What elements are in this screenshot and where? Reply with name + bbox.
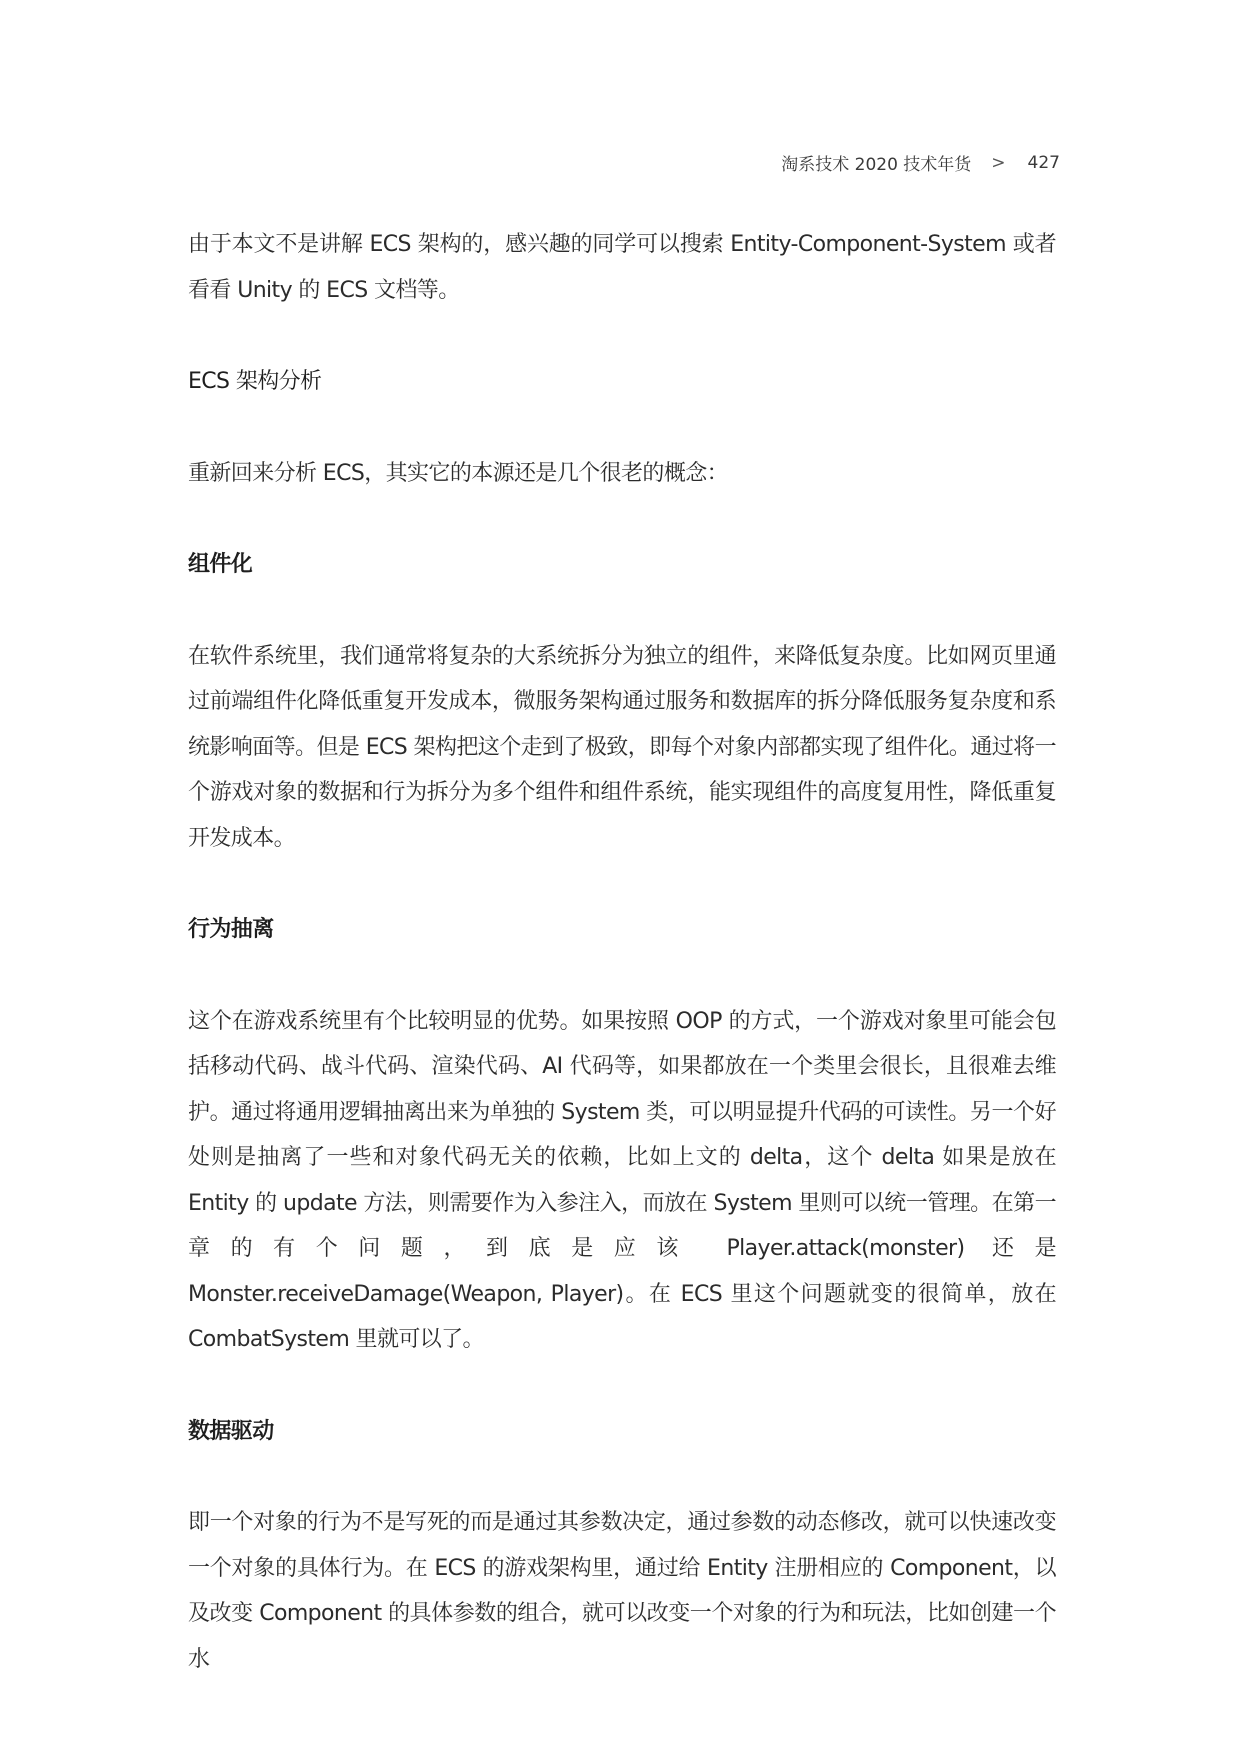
subheading-data-driven: 数据驱动 [188,1418,274,1444]
section-heading: ECS 架构分析 [188,369,322,394]
intro-paragraph: 由于本文不是讲解 ECS 架构的，感兴趣的同学可以搜索 Entity-Component-System 或者看看 Unity 的 ECS 文档等。 [188,232,1056,303]
section-intro-paragraph: 重新回来分析 ECS，其实它的本源还是几个很老的概念： [188,460,729,486]
running-header [781,150,1060,175]
book-title: 淘系技术 2020 技术年货 [781,155,972,175]
subheading-behavior-extraction: 行为抽离 [188,917,274,942]
page-number: 427 [1027,152,1060,173]
data-driven-paragraph: 即一个对象的行为不是写死的而是通过其参数决定，通过参数的动态修改，就可以快速改变一个对象的具体行为。在 ECS 的游戏架构里，通过给 Entity 注册相应的 Component，以及改变 Component 的具体参数的组合，就可以改变一个对象的行为和玩法，比如创建一个水 [188,1510,1056,1672]
subheading-componentization: 组件化 [188,552,253,577]
header-separator: > [991,152,1006,173]
page-content [188,222,1056,1682]
behavior-extraction-paragraph: 这个在游戏系统里有个比较明显的优势。如果按照 OOP 的方式，一个游戏对象里可能会包括移动代码、战斗代码、渲染代码、AI 代码等，如果都放在一个类里会很长，且很难去维护。通过将通用逻辑抽离出来为单独的 System 类，可以明显提升代码的可读性。另一个好处则是抽离了一些和对象代码无关的依赖，比如上文的 delta，这个 delta 如果是放在 Entity 的 update 方法，则需要作为入参注入，而放在 System 里则可以统一管理。在第一章的有个问题，到底是应该 Player.attack(monster) 还是 Monster.receiveDamage(Weapon, Player)。在 ECS 里这个问题就变的很简单，放在 CombatSystem 里就可以了。 [188,1008,1056,1352]
componentization-paragraph: 在软件系统里，我们通常将复杂的大系统拆分为独立的组件，来降低复杂度。比如网页里通过前端组件化降低重复开发成本，微服务架构通过服务和数据库的拆分降低服务复杂度和系统影响面等。但是 ECS 架构把这个走到了极致，即每个对象内部都实现了组件化。通过将一个游戏对象的数据和行为拆分为多个组件和组件系统，能实现组件的高度复用性，降低重复开发成本。 [188,643,1056,851]
